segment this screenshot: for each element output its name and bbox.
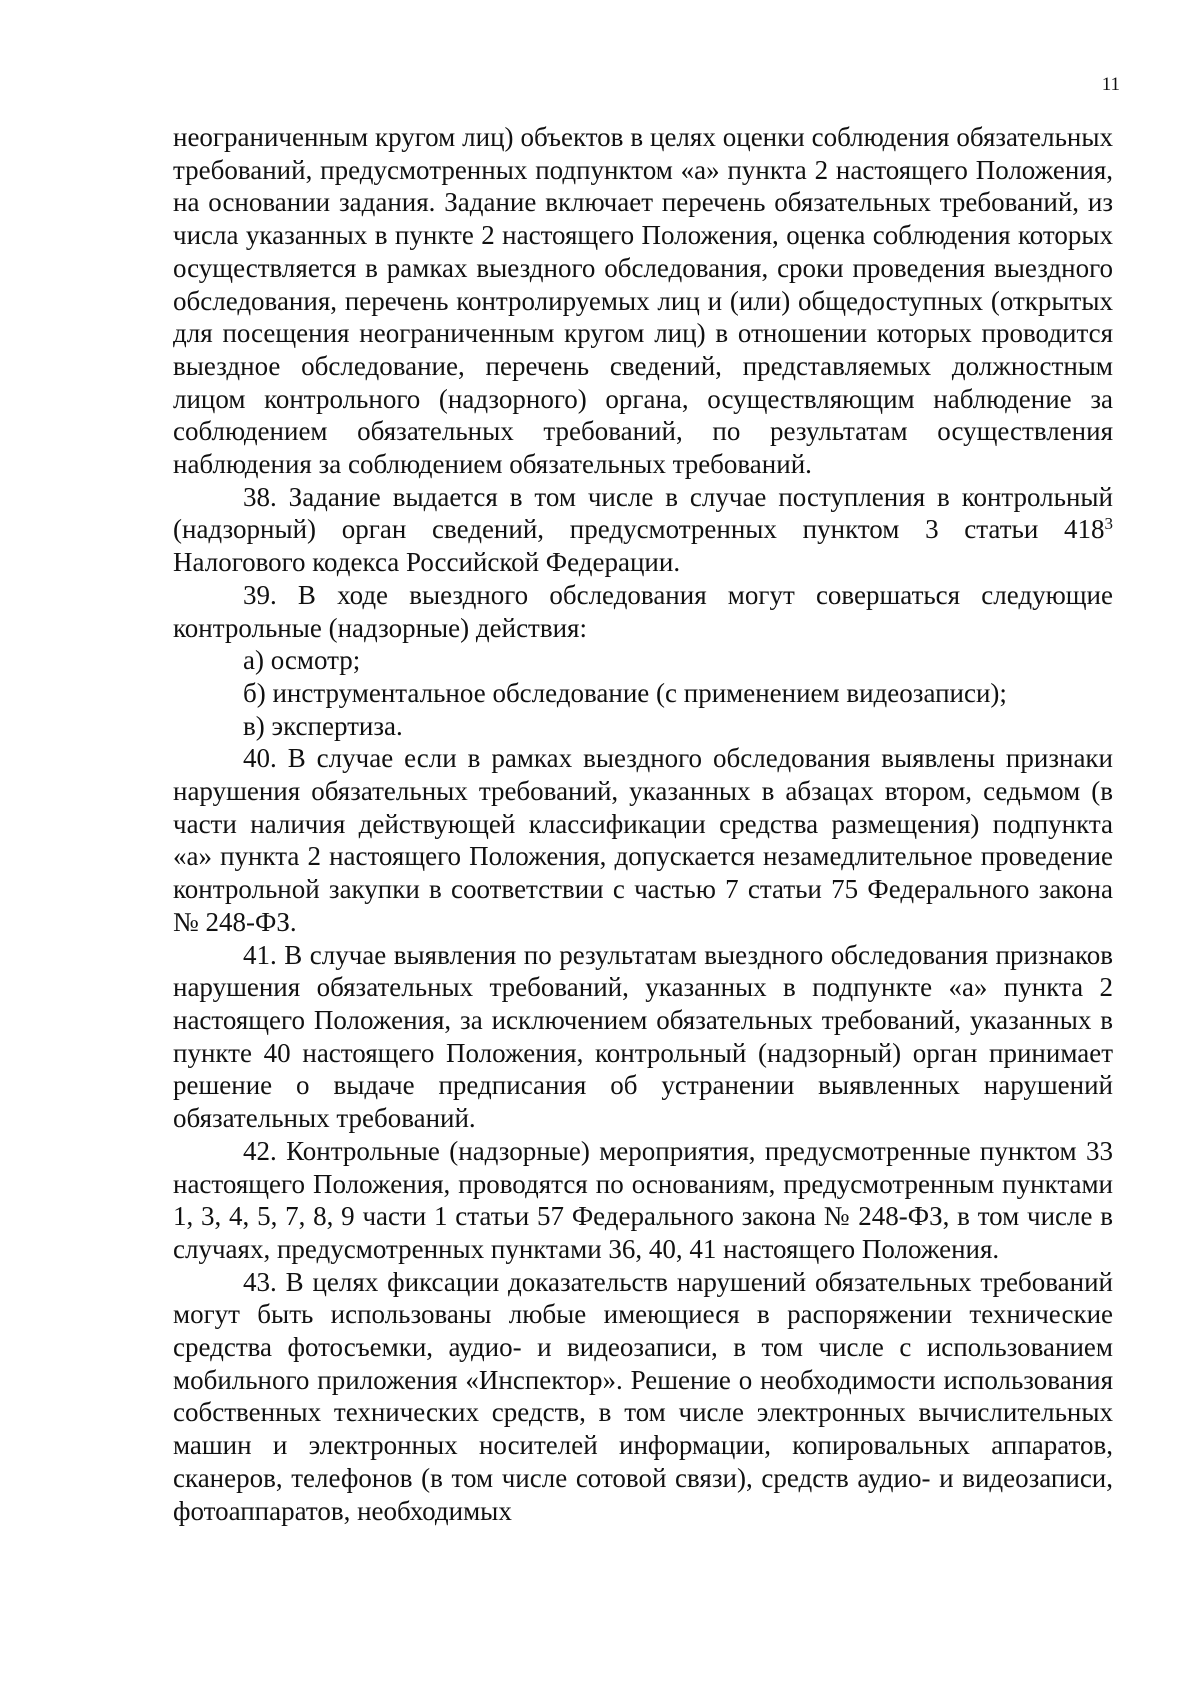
list-item-b: б) инструментальное обследование (с применением видеозаписи); xyxy=(243,677,1007,708)
paragraph-38 xyxy=(173,481,1113,579)
paragraph-41: 41. В случае выявления по результатам выездного обследования признаков нарушения обязательных требований, указанных в подпункте «а» пункта 2 настоящего Положения, за исключением обязательных требований, указанных в пункте 40 настоящего Положения, контрольный (надзорный) орган принимает решение о выдаче предписания об устранении выявленных нарушений обязательных требований. xyxy=(173,939,1113,1134)
paragraph-39: 39. В ходе выездного обследования могут совершаться следующие контрольные (надзорные) действия: xyxy=(173,579,1113,643)
paragraph-38-text: 38. Задание выдается в том числе в случае поступления в контрольный (надзорный) орган сведений, предусмотренных пунктом 3 статьи 418 xyxy=(173,481,1113,545)
superscript-3: 3 xyxy=(1104,514,1113,534)
document-body xyxy=(173,121,1113,1527)
page-number: 11 xyxy=(1101,74,1120,95)
paragraph-continuation: неограниченным кругом лиц) объектов в целях оценки соблюдения обязательных требований, предусмотренных подпунктом «а» пункта 2 настоящего Положения, на основании задания. Задание включает перечень обязательных требований, из числа указанных в пункте 2 настоящего Положения, оценка соблюдения которых осуществляется в рамках выездного обследования, сроки проведения выездного обследования, перечень контролируемых лиц и (или) общедоступных (открытых для посещения неограниченным кругом лиц) в отношении которых проводится выездное обследование, перечень сведений, представляемых должностным лицом контрольного (надзорного) органа, осуществляющим наблюдение за соблюдением обязательных требований, по результатам осуществления наблюдения за соблюдением обязательных требований. xyxy=(173,122,1113,480)
list-item-v: в) экспертиза. xyxy=(243,710,403,741)
paragraph-38-text-end: Налогового кодекса Российской Федерации. xyxy=(173,547,681,578)
paragraph-43: 43. В целях фиксации доказательств нарушений обязательных требований могут быть использованы любые имеющиеся в распоряжении технические средства фотосъемки, аудио- и видеозаписи, в том числе с использованием мобильного приложения «Инспектор». Решение о необходимости использования собственных технических средств, в том числе электронных вычислительных машин и электронных носителей информации, копировальных аппаратов, сканеров, телефонов (в том числе сотовой связи), средств аудио- и видеозаписи, фотоаппаратов, необходимых xyxy=(173,1266,1113,1526)
paragraph-40: 40. В случае если в рамках выездного обследования выявлены признаки нарушения обязательных требований, указанных в абзацах втором, седьмом (в части наличия действующей классификации средства размещения) подпункта «а» пункта 2 настоящего Положения, допускается незамедлительное проведение контрольной закупки в соответствии с частью 7 статьи 75 Федерального закона № 248-ФЗ. xyxy=(173,743,1113,937)
list-item-a: а) осмотр; xyxy=(243,645,361,676)
paragraph-42: 42. Контрольные (надзорные) мероприятия, предусмотренные пунктом 33 настоящего Положения, проводятся по основаниям, предусмотренным пунктами 1, 3, 4, 5, 7, 8, 9 части 1 статьи 57 Федерального закона № 248-ФЗ, в том числе в случаях, предусмотренных пунктами 36, 40, 41 настоящего Положения. xyxy=(173,1135,1113,1264)
